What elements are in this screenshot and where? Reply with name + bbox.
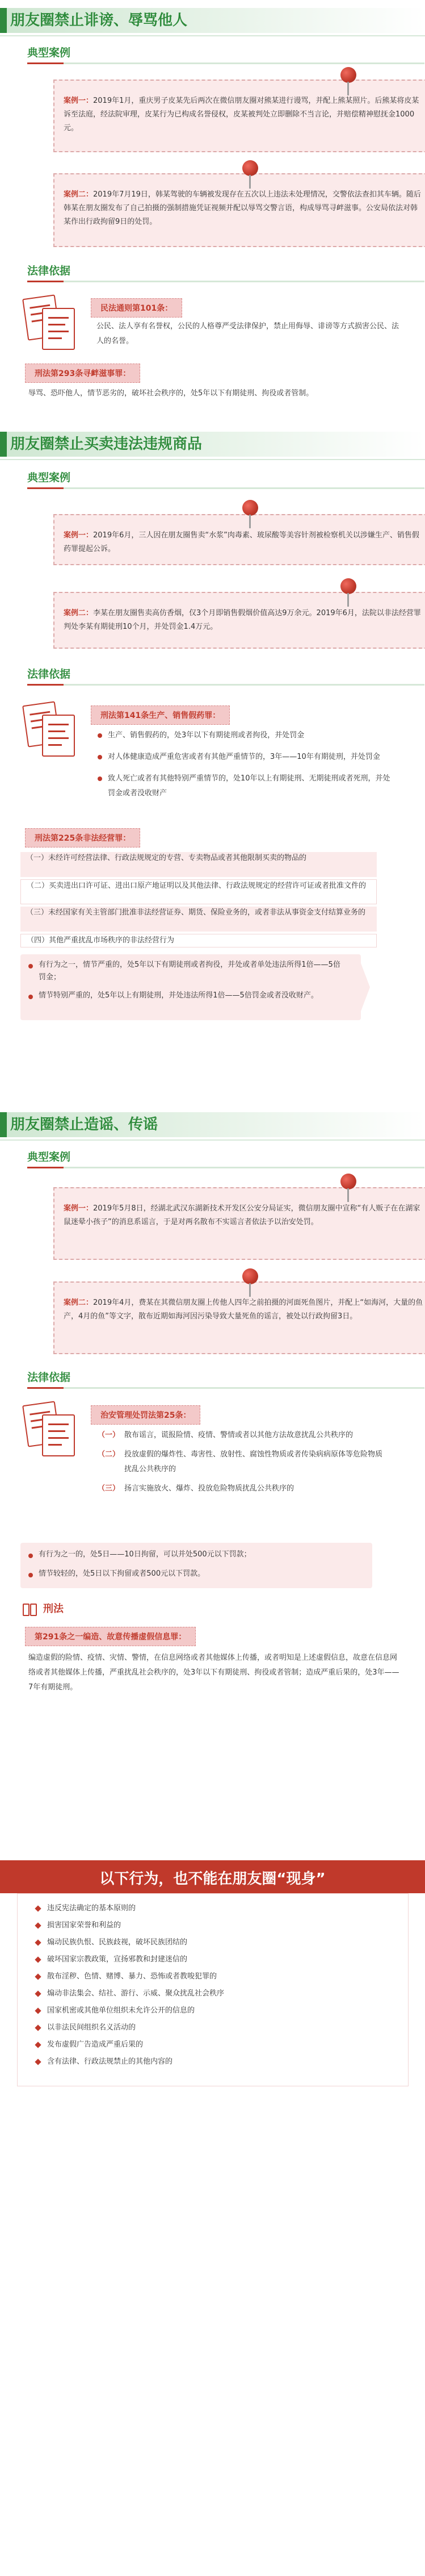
item-marker: （三） bbox=[98, 1484, 120, 1493]
law-heading: 法律依据 bbox=[27, 666, 70, 688]
pushpin-icon bbox=[241, 500, 259, 529]
prohibited-item: 煽动非法集会、结社、游行、示威、聚众扰乱社会秩序 bbox=[33, 1986, 397, 2002]
law-item: 致人死亡或者有其他特别严重情节的，处10年以上有期徒刑、无期徒刑或者死刑，并处罚金或者没收财产 bbox=[96, 771, 397, 801]
item-marker: （一） bbox=[98, 1431, 120, 1439]
law-heading: 法律依据 bbox=[27, 262, 70, 285]
pushpin-icon bbox=[339, 578, 357, 608]
prohibited-item: 发布虚假广告造成严重后果的 bbox=[33, 2037, 397, 2053]
prohibited-item: 违反宪法确定的基本原则的 bbox=[33, 1901, 397, 1917]
case-label: 案例二： bbox=[64, 1299, 94, 1307]
law-document-icon bbox=[25, 1403, 82, 1466]
law-text: 公民、法人享有名誉权，公民的人格尊严受法律保护，禁止用侮辱、诽谤等方式损害公民、法人的名誉。 bbox=[96, 322, 399, 345]
case-card bbox=[53, 1187, 425, 1260]
law-item-row bbox=[98, 1447, 387, 1477]
law-title: 民法通则第101条： bbox=[91, 298, 182, 318]
law-title: 第291条之一编造、故意传播虚假信息罪： bbox=[25, 1627, 196, 1646]
law-item: 生产、销售假药的，处3年以下有期徒刑或者拘役，并处罚金 bbox=[96, 728, 397, 743]
case-text: 2019年4月，费某在其微信朋友圈上传他人四年之前拍摄的河面死鱼图片，并配上“如海河，大量的鱼产，4月的鱼”等文字，散布近期如海河因污染导致大量死鱼的谣言，被处以行政拘留3日。 bbox=[64, 1299, 423, 1321]
cases-heading: 典型案例 bbox=[27, 469, 70, 492]
case-text: 2019年6月，三人因在朋友圈售卖“水浆”肉毒素、玻尿酸等美容针剂被检察机关以涉嫌生产、销售假药罪提起公诉。 bbox=[64, 531, 419, 553]
section-title-band bbox=[0, 432, 425, 457]
item-marker: （二） bbox=[98, 1450, 120, 1459]
case-card bbox=[53, 173, 425, 247]
law-clause-row: （二）买卖进出口许可证、进出口原产地证明以及其他法律、行政法规规定的经营许可证或者批准文件的 bbox=[20, 879, 377, 904]
law-item: 扬言实施放火、爆炸、投放危险物质扰乱公共秩序的 bbox=[124, 1484, 294, 1493]
law-title: 刑法第293条寻衅滋事罪： bbox=[25, 364, 140, 383]
prohibited-item: 以非法民间组织名义活动的 bbox=[33, 2020, 397, 2036]
cases-heading: 典型案例 bbox=[27, 44, 70, 67]
cases-heading: 典型案例 bbox=[27, 1149, 70, 1171]
section-title-band bbox=[0, 1112, 425, 1137]
prohibited-item: 损害国家荣誉和利益的 bbox=[33, 1918, 397, 1934]
footer-title-band bbox=[0, 1860, 425, 1893]
penalty-item: 有行为之一的，处5日——10日拘留，可以并处500元以下罚款； bbox=[27, 1548, 356, 1561]
prohibited-item: 国家机密或其他单位组织未允许公开的信息的 bbox=[33, 2003, 397, 2019]
law-title: 刑法第141条生产、销售假药罪： bbox=[91, 705, 230, 725]
pushpin-icon bbox=[241, 160, 259, 190]
law-item-row bbox=[98, 1428, 387, 1443]
case-text: 2019年7月19日，韩某驾驶的车辆被发现存在五次以上违法未处理情况，交警依法查扣其车辆。随后韩某在朋友圈发布了自己拍摄的强制措施凭证视频并配以辱骂交警言语，构成辱骂寻衅滋事。公安局依法对韩某作出行政拘留9日的处罚。 bbox=[64, 190, 421, 226]
footer-title: 以下行为，也不能在朋友圈“现身” bbox=[99, 1871, 326, 1888]
law-item: 对人体健康造成严重危害或者有其他严重情节的，3年——10年有期徒刑，并处罚金 bbox=[96, 750, 397, 765]
law-item: 散布谣言，谎报险情、疫情、警情或者以其他方法故意扰乱公共秩序的 bbox=[124, 1431, 354, 1439]
pushpin-icon bbox=[339, 1174, 357, 1203]
law-heading: 法律依据 bbox=[27, 1369, 70, 1392]
pushpin-icon bbox=[241, 1268, 259, 1298]
case-text: 2019年5月8日，经湖北武汉东湖新技术开发区公安分局证实，微信朋友圈中宣称“有人贩子在在湖家鼠迷晕小孩子”的消息系谣言，于是对两名散布不实谣言者依法予以治安处罚。 bbox=[64, 1204, 420, 1226]
penalty-box bbox=[20, 954, 361, 1020]
law-text: 编造虚假的险情、疫情、灾情、警情，在信息网络或者其他媒体上传播，或者明知是上述虚假信息，故意在信息网络或者其他媒体上传播，严重扰乱社会秩序的，处3年以下有期徒刑、拘役或者管制；造成严重后果的，处3年——7年有期徒刑。 bbox=[28, 1654, 399, 1692]
prohibited-item: 破坏国家宗教政策，宣扬邪教和封建迷信的 bbox=[33, 1952, 397, 1968]
penalty-item: 有行为之一，情节严重的，处5年以下有期徒刑或者拘役，并处或者单处违法所得1倍——5倍罚金； bbox=[27, 959, 345, 984]
case-label: 案例一： bbox=[64, 531, 94, 540]
law-clause-row: （三）未经国家有关主管部门批准非法经营证券、期货、保险业务的，或者非法从事资金支付结算业务的 bbox=[20, 907, 377, 932]
law-list bbox=[98, 1428, 387, 1496]
law-document-icon bbox=[25, 703, 82, 766]
section-illegal-goods bbox=[0, 432, 425, 1085]
law-document-icon bbox=[25, 297, 82, 359]
law-title: 治安管理处罚法第25条： bbox=[91, 1405, 200, 1425]
case-label: 案例二： bbox=[64, 190, 94, 199]
law-clause-row: （四）其他严重扰乱市场秩序的非法经营行为 bbox=[20, 934, 377, 947]
law-text: 辱骂、恐吓他人，情节恶劣的，破坏社会秩序的，处5年以下有期徒刑、拘役或者管制。 bbox=[28, 389, 314, 398]
prohibited-item: 散布淫秽、色情、赌博、暴力、恐怖或者教唆犯罪的 bbox=[33, 1969, 397, 1985]
prohibited-item: 煽动民族仇恨、民族歧视，破坏民族团结的 bbox=[33, 1935, 397, 1951]
case-text: 李某在朋友圈售卖高仿香烟，仅3个月即销售假烟价值高达9万余元。2019年6月，法院以非法经营罪判处李某有期徒刑10个月，并处罚金1.4万元。 bbox=[64, 609, 421, 631]
section-title: 朋友圈禁止诽谤、辱骂他人 bbox=[10, 12, 188, 29]
case-card bbox=[53, 1281, 425, 1354]
case-card bbox=[53, 80, 425, 152]
law-title: 刑法第225条非法经营罪： bbox=[25, 828, 140, 847]
section-title-band bbox=[0, 8, 425, 33]
case-label: 案例一： bbox=[64, 97, 94, 105]
prohibited-item: 含有法律、行政法规禁止的其他内容的 bbox=[33, 2054, 397, 2070]
case-label: 案例一： bbox=[64, 1204, 94, 1213]
law-head: 刑法 bbox=[43, 1603, 64, 1615]
case-card bbox=[53, 514, 425, 565]
pushpin-icon bbox=[339, 67, 357, 97]
section-rumors bbox=[0, 1112, 425, 1828]
prohibited-list bbox=[17, 1893, 409, 2086]
penalty-box bbox=[20, 1543, 372, 1588]
law-list bbox=[96, 728, 397, 801]
case-card bbox=[53, 592, 425, 649]
law-clause-row: （一）未经许可经营法律、行政法规规定的专营、专卖物品或者其他限制买卖的物品的 bbox=[20, 852, 377, 877]
law-item: 投放虚假的爆炸性、毒害性、放射性、腐蚀性物质或者传染病病原体等危险物质扰乱公共秩序的 bbox=[124, 1450, 383, 1473]
book-icon bbox=[23, 1602, 39, 1618]
case-label: 案例二： bbox=[64, 609, 94, 617]
section-title: 朋友圈禁止造谣、传谣 bbox=[10, 1116, 158, 1133]
section-title: 朋友圈禁止买卖违法违规商品 bbox=[10, 436, 203, 453]
case-text: 2019年1月，重庆男子皮某先后两次在微信朋友圈对熊某进行谩骂，并配上熊某照片。后熊某将皮某诉至法庭，经法院审理，皮某行为已构成名誉侵权，皮某被判处立即删除不当言论，并赔偿精神慰抚金1000元。 bbox=[64, 97, 419, 132]
penalty-item: 情节特别严重的，处5年以上有期徒刑，并处违法所得1倍——5倍罚金或者没收财产。 bbox=[27, 990, 345, 1002]
penalty-item: 情节较轻的，处5日以下拘留或者500元以下罚款。 bbox=[27, 1568, 356, 1580]
law-item-row bbox=[98, 1481, 387, 1496]
